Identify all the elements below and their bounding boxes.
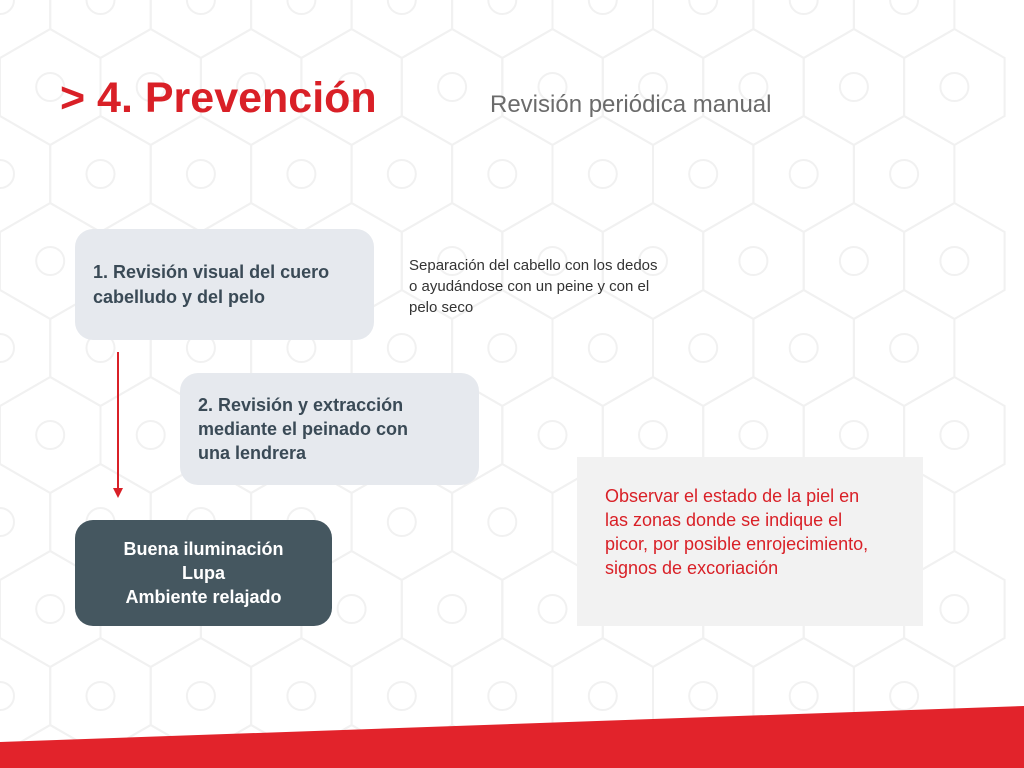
background-hexagon-dot (940, 247, 968, 275)
background-hexagon (151, 116, 251, 232)
slide-title: > 4. Prevención (60, 74, 377, 122)
background-hexagon (251, 0, 352, 58)
background-hexagon (251, 116, 352, 232)
background-hexagon-dot (840, 73, 868, 101)
requirement-magnifier: Lupa (182, 563, 225, 583)
background-hexagon-dot (187, 160, 215, 188)
background-hexagon-dot (137, 421, 165, 449)
background-hexagon-dot (488, 508, 516, 536)
background-hexagon-dot (488, 334, 516, 362)
background-hexagon-dot (388, 508, 416, 536)
background-hexagon-dot (388, 160, 416, 188)
background-hexagon-dot (940, 421, 968, 449)
background-hexagon-dot (940, 73, 968, 101)
background-hexagon-dot (689, 334, 717, 362)
background-hexagon-dot (0, 0, 14, 14)
background-hexagon (50, 0, 151, 58)
background-hexagon-dot (639, 421, 667, 449)
step-2-label: 2. Revisión y extracción mediante el peinado con una lendrera (198, 395, 409, 463)
background-hexagon-dot (187, 0, 215, 14)
background-hexagon-dot (0, 160, 14, 188)
background-hexagon-dot (287, 0, 315, 14)
background-hexagon-dot (790, 160, 818, 188)
background-hexagon (653, 116, 753, 232)
requirements-box (75, 520, 332, 626)
background-hexagon (0, 464, 50, 580)
background-hexagon-dot (589, 334, 617, 362)
background-hexagon-dot (388, 334, 416, 362)
background-hexagon-dot (488, 160, 516, 188)
background-hexagon (703, 203, 804, 319)
background-hexagon (352, 0, 453, 58)
background-hexagon (352, 116, 453, 232)
background-hexagon (0, 377, 101, 493)
background-hexagon (452, 0, 552, 58)
footer-red-band (0, 700, 1024, 768)
step-1-label: 1. Revisión visual del cuero cabelludo y del pelo (93, 261, 330, 307)
background-hexagon (653, 0, 753, 58)
background-hexagon (854, 290, 955, 406)
background-hexagon-dot (36, 421, 64, 449)
slide-subtitle: Revisión periódica manual (490, 91, 772, 118)
background-hexagon (553, 0, 654, 58)
requirement-relaxed-environment: Ambiente relajado (125, 587, 282, 607)
observation-panel (577, 457, 923, 626)
background-hexagon-dot (689, 0, 717, 14)
background-hexagon (854, 116, 955, 232)
background-hexagon (603, 29, 703, 145)
background-hexagon (402, 551, 503, 667)
background-hexagon-dot (940, 595, 968, 623)
step-1-box (75, 229, 374, 340)
background-hexagon-dot (287, 160, 315, 188)
background-hexagon (553, 116, 654, 232)
background-hexagon (151, 0, 251, 58)
background-hexagon (703, 29, 804, 145)
background-hexagon (452, 116, 552, 232)
background-hexagon-dot (438, 595, 466, 623)
background-hexagon-dot (890, 160, 918, 188)
background-hexagon-dot (790, 0, 818, 14)
background-hexagon-dot (840, 247, 868, 275)
background-hexagon (753, 0, 854, 58)
background-hexagon (854, 0, 955, 58)
background-hexagon (753, 116, 854, 232)
background-hexagon (502, 29, 603, 145)
background-hexagon-dot (539, 595, 567, 623)
background-hexagon-dot (890, 0, 918, 14)
background-hexagon-dot (589, 0, 617, 14)
background-hexagon-dot (36, 247, 64, 275)
step-2-box (180, 373, 479, 485)
observation-text: Observar el estado de la piel en las zonas donde se indique el picor, por posible enrojecimiento, signos de excoriación (605, 486, 869, 578)
step-1-note: Separación del cabello con los dedos o ayudándose con un peine y con el pelo seco (409, 257, 658, 316)
background-hexagon-dot (840, 421, 868, 449)
background-hexagon (804, 203, 904, 319)
background-hexagon-dot (739, 247, 767, 275)
requirement-lighting: Buena iluminación (123, 539, 284, 559)
background-hexagon-dot (739, 421, 767, 449)
background-hexagon (0, 116, 50, 232)
background-hexagon (50, 116, 151, 232)
background-hexagon-dot (36, 595, 64, 623)
background-hexagon-dot (87, 0, 115, 14)
background-hexagon-dot (790, 334, 818, 362)
background-hexagon (904, 203, 1005, 319)
background-hexagon-dot (0, 334, 14, 362)
background-hexagon-dot (689, 160, 717, 188)
background-hexagon-dot (539, 421, 567, 449)
background-hexagon (753, 290, 854, 406)
background-hexagon-dot (87, 160, 115, 188)
background-hexagon-dot (388, 0, 416, 14)
background-hexagon-dot (0, 508, 14, 536)
background-hexagon (0, 290, 50, 406)
background-hexagon-dot (438, 73, 466, 101)
background-hexagon (402, 29, 503, 145)
background-hexagon-dot (338, 595, 366, 623)
down-arrow-connector (108, 350, 128, 500)
background-hexagon (0, 0, 50, 58)
background-hexagon (904, 29, 1005, 145)
background-hexagon (804, 29, 904, 145)
background-hexagon-dot (488, 0, 516, 14)
background-hexagon-dot (890, 334, 918, 362)
background-hexagon-dot (589, 160, 617, 188)
